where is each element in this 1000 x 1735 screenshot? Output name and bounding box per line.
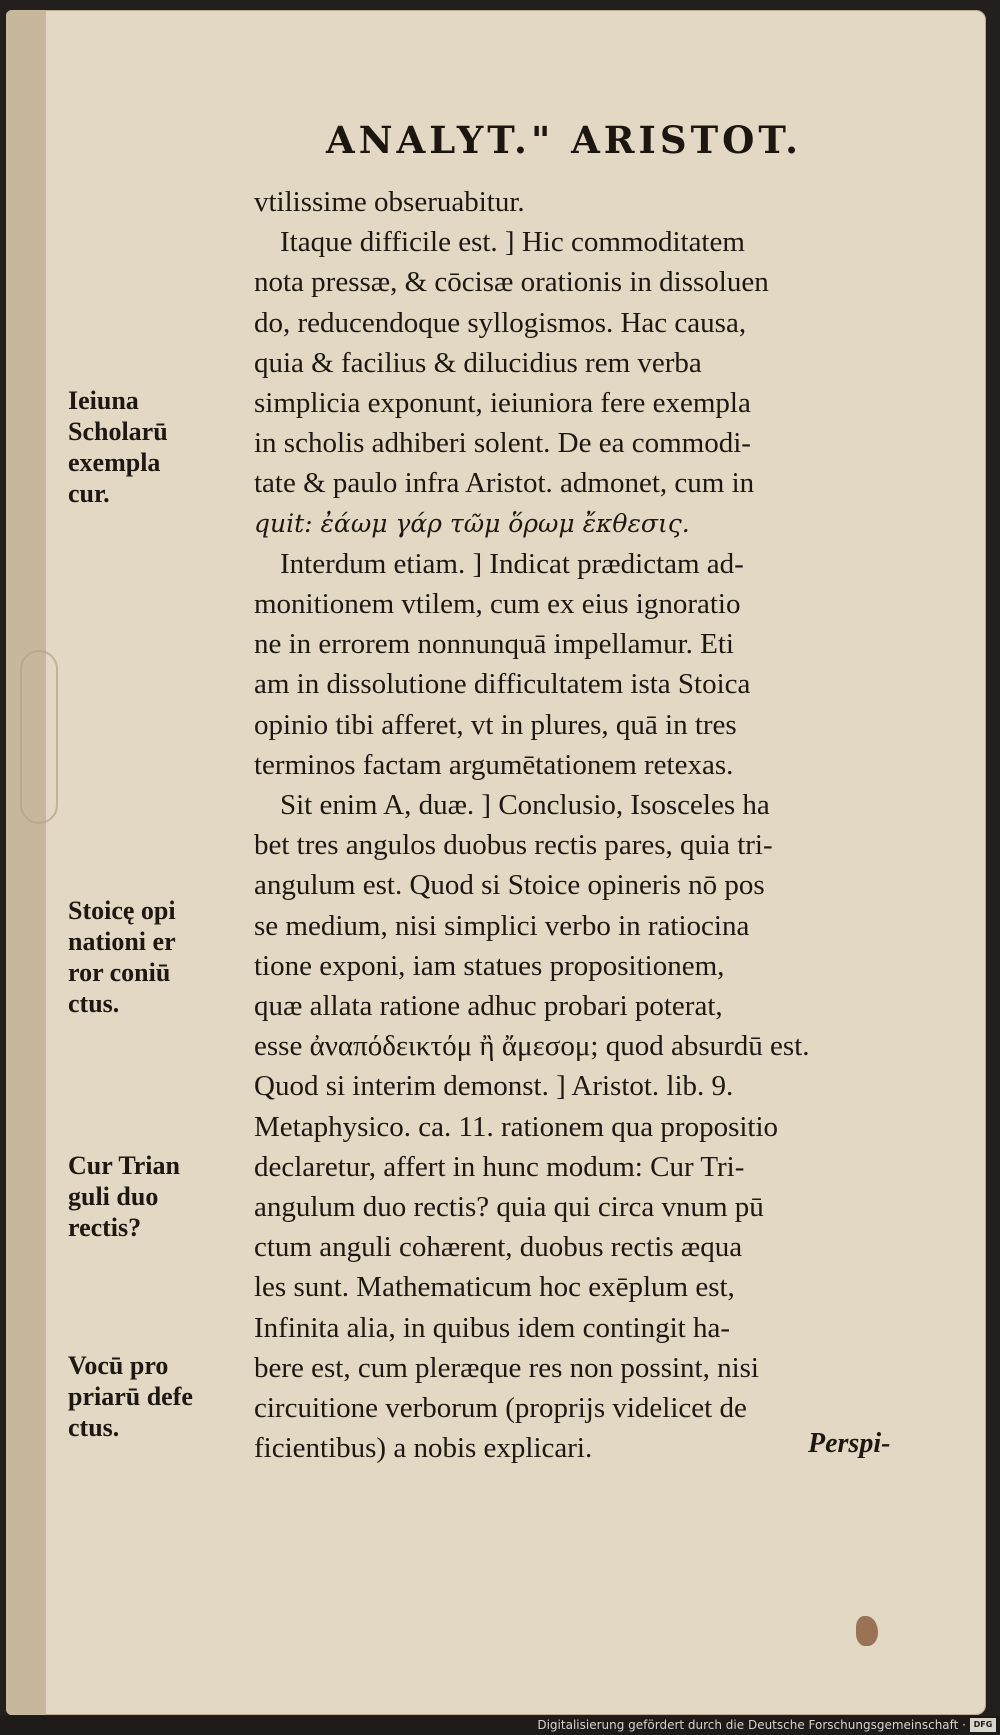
running-head: ANALYT." ARISTOT. (326, 118, 802, 162)
text-line: Metaphysico. ca. 11. rationem qua propositio (254, 1110, 779, 1143)
text-line: circuitione verborum (proprijs videlicet de (254, 1392, 747, 1425)
page-gutter (6, 10, 46, 1715)
text-line: quit: ἐάωμ γάρ τῶμ ὅρωμ ἔκθεσις. (254, 508, 690, 538)
text-line: ficientibus) a nobis explicari. (254, 1432, 593, 1465)
marginal-note (68, 1150, 233, 1243)
text-line: quia & facilius & dilucidius rem verba (254, 346, 702, 379)
text-line: angulum est. Quod si Stoice opineris nō pos (254, 869, 765, 902)
dfg-logo: DFG (970, 1718, 996, 1732)
text-line: tione exponi, iam statues propositionem, (254, 949, 725, 982)
text-line: ctum anguli cohærent, duobus rectis æqua (254, 1231, 743, 1264)
marginal-line: Stoicę opi (68, 896, 176, 925)
text-line: ne in errorem nonnunquā impellamur. Eti (254, 628, 734, 661)
main-text (254, 182, 944, 1469)
marginal-line: nationi er (68, 927, 176, 956)
text-line: Infinita alia, in quibus idem contingit ha- (254, 1311, 730, 1344)
text-line: nota pressæ, & cōcisæ orationis in dissoluen (254, 266, 769, 299)
marginal-note (68, 1350, 233, 1443)
paper-damage-mark (856, 1616, 878, 1646)
marginal-line: ctus. (68, 1413, 120, 1442)
marginal-note (68, 385, 233, 509)
text-line: monitionem vtilem, cum ex eius ignoratio (254, 588, 741, 621)
text-line: angulum duo rectis? quia qui circa vnum pū (254, 1191, 764, 1224)
marginal-line: exempla (68, 448, 161, 477)
text-line: terminos factam argumētationem retexas. (254, 748, 734, 781)
text-line: Itaque difficile est. ] Hic commoditatem (280, 226, 745, 259)
marginal-line: Ieiuna (68, 386, 139, 415)
text-line: in scholis adhiberi solent. De ea commodi- (254, 427, 751, 460)
book-page (6, 10, 986, 1715)
marginal-note (68, 895, 233, 1019)
text-line: Sit enim A, duæ. ] Conclusio, Isosceles ha (280, 789, 770, 822)
text-line: Quod si interim demonst. ] Aristot. lib. 9. (254, 1070, 734, 1103)
paper-stain (20, 650, 58, 824)
digitization-footer (0, 1716, 1000, 1735)
text-line: se medium, nisi simplici verbo in ratiocina (254, 909, 750, 942)
marginal-line: Cur Trian (68, 1151, 180, 1180)
text-line: am in dissolutione difficultatem ista Stoica (254, 668, 751, 701)
text-line: tate & paulo infra Aristot. admonet, cum in (254, 467, 755, 500)
funding-credit: Digitalisierung gefördert durch die Deutsche Forschungsgemeinschaft · (537, 1718, 966, 1732)
marginal-line: priarū defe (68, 1382, 193, 1411)
text-line: do, reducendoque syllogismos. Hac causa, (254, 306, 747, 339)
marginal-line: Scholarū (68, 417, 168, 446)
text-line: opinio tibi afferet, vt in plures, quā in tres (254, 708, 737, 741)
marginal-line: cur. (68, 479, 110, 508)
text-line: bet tres angulos duobus rectis pares, quia tri- (254, 829, 773, 862)
text-line: vtilissime obseruabitur. (254, 186, 525, 218)
text-line: esse ἀναπόδεικτόμ ἢ ἄμεσομ; quod absurdū est. (254, 1030, 810, 1063)
text-line: declaretur, affert in hunc modum: Cur Tri- (254, 1150, 745, 1183)
marginal-line: ror coniū (68, 958, 171, 987)
catchword: Perspi- (808, 1428, 891, 1459)
marginal-line: Vocū pro (68, 1351, 169, 1380)
marginal-line: guli duo (68, 1182, 159, 1211)
text-line: simplicia exponunt, ieiuniora fere exempla (254, 387, 751, 420)
marginal-line: ctus. (68, 989, 120, 1018)
text-line: Interdum etiam. ] Indicat prædictam ad- (280, 547, 744, 580)
marginal-line: rectis? (68, 1213, 142, 1242)
text-line: bere est, cum pleræque res non possint, nisi (254, 1351, 759, 1384)
text-line: quæ allata ratione adhuc probari poterat, (254, 990, 723, 1023)
text-line: les sunt. Mathematicum hoc exēplum est, (254, 1271, 735, 1304)
